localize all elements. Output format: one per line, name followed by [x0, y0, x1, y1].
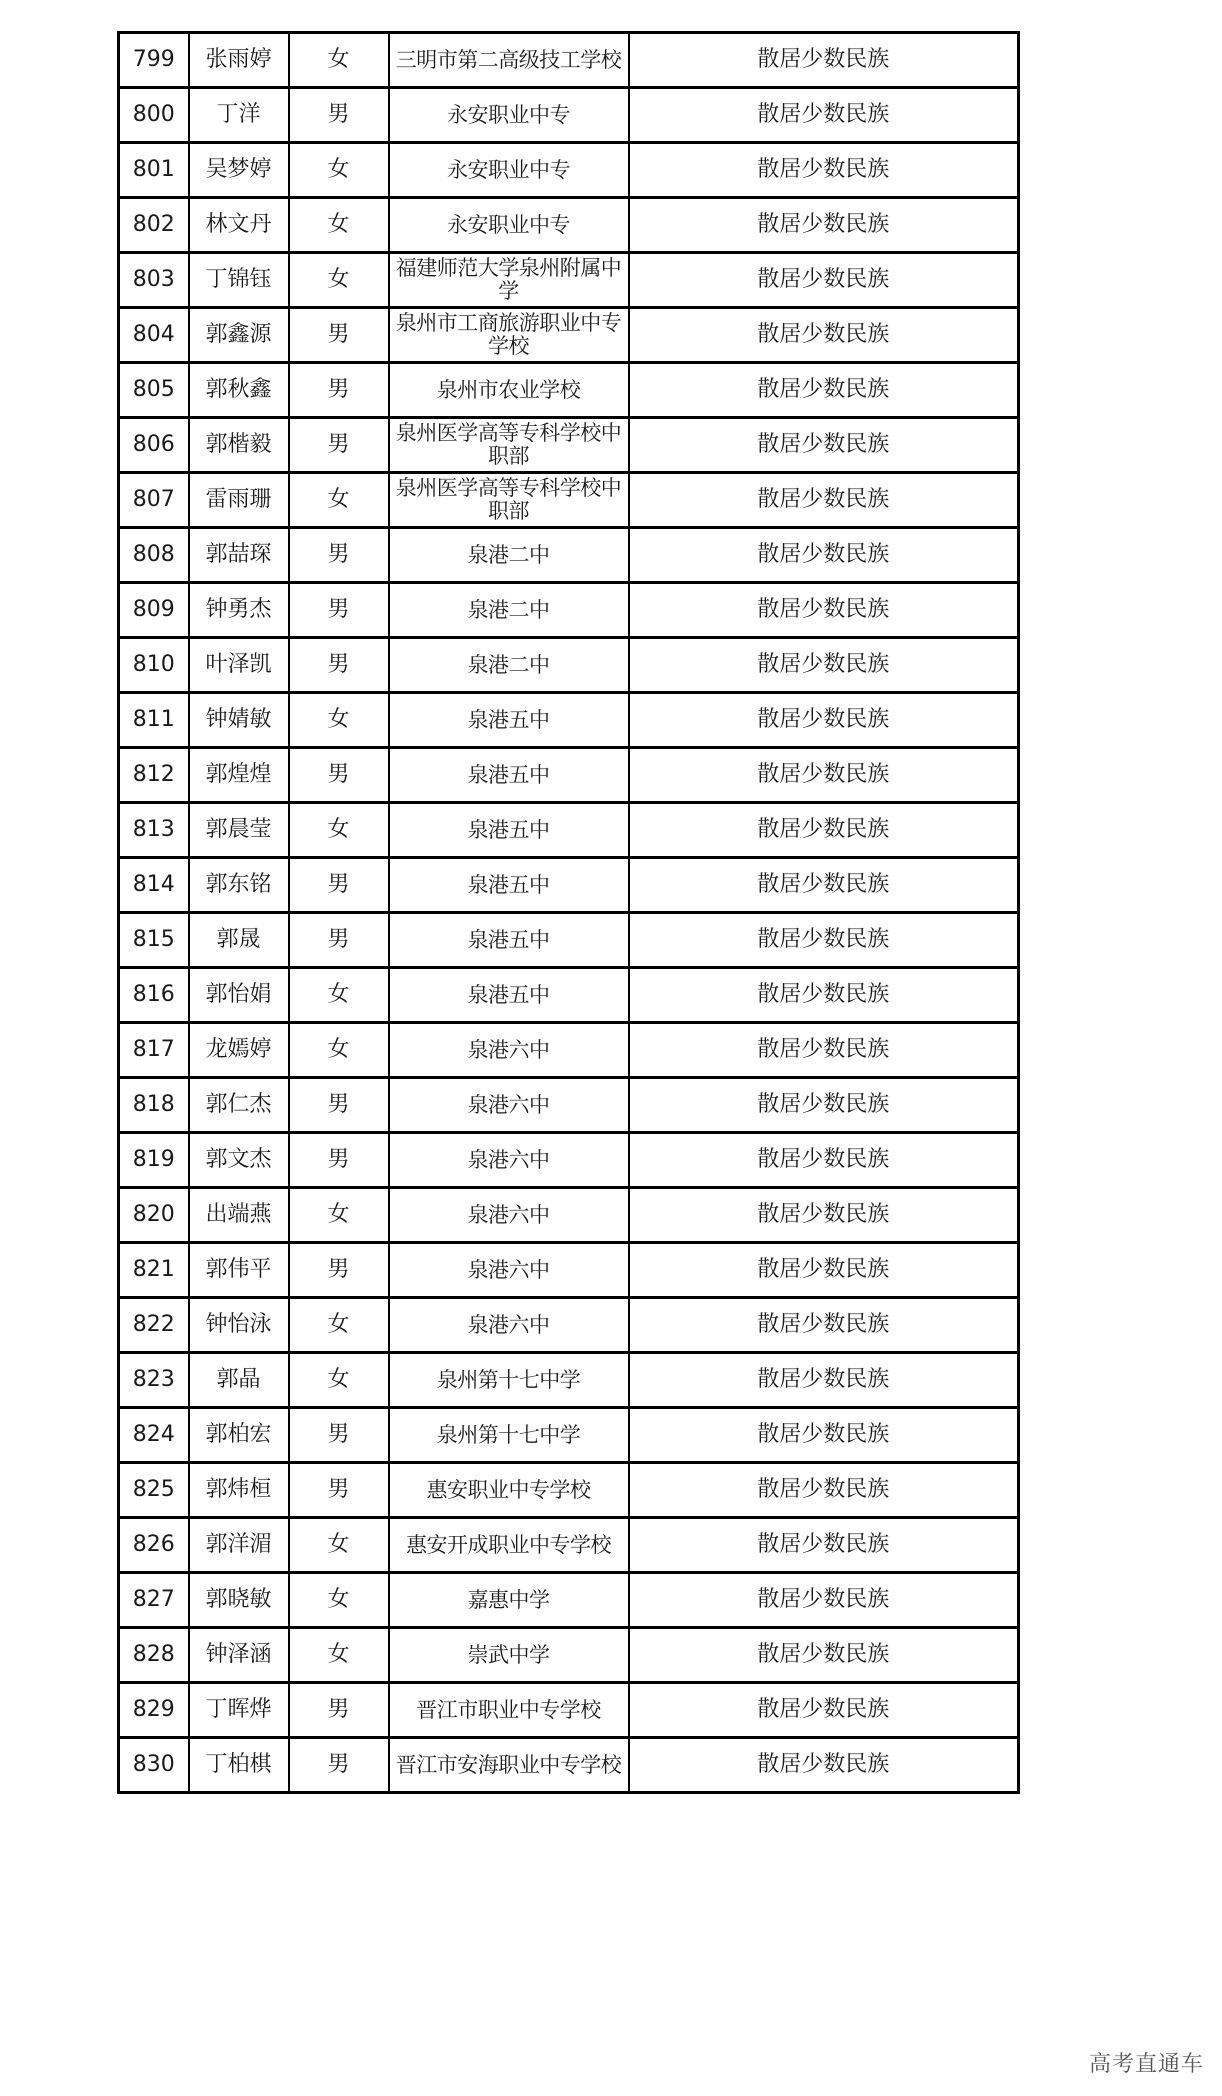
category-cell: 散居少数民族 — [629, 913, 1019, 968]
category-cell: 散居少数民族 — [629, 1738, 1019, 1793]
table-row — [119, 1188, 1019, 1243]
table-row — [119, 528, 1019, 583]
student-name-cell: 钟怡泳 — [189, 1298, 289, 1353]
category-cell: 散居少数民族 — [629, 198, 1019, 253]
table-row — [119, 693, 1019, 748]
school-cell: 崇武中学 — [389, 1628, 629, 1683]
row-number-cell: 805 — [119, 363, 189, 418]
row-number-cell: 830 — [119, 1738, 189, 1793]
school-cell: 泉港六中 — [389, 1243, 629, 1298]
table-row — [119, 1628, 1019, 1683]
gender-cell: 女 — [289, 473, 389, 528]
gender-cell: 男 — [289, 1408, 389, 1463]
student-name-cell: 龙嫣婷 — [189, 1023, 289, 1078]
gender-cell: 女 — [289, 1573, 389, 1628]
school-cell: 泉港五中 — [389, 968, 629, 1023]
category-cell: 散居少数民族 — [629, 473, 1019, 528]
row-number-cell: 815 — [119, 913, 189, 968]
gender-cell: 女 — [289, 1188, 389, 1243]
student-name-cell: 钟泽涵 — [189, 1628, 289, 1683]
row-number-cell: 828 — [119, 1628, 189, 1683]
table-row — [119, 33, 1019, 88]
student-name-cell: 丁洋 — [189, 88, 289, 143]
table-row — [119, 1408, 1019, 1463]
category-cell: 散居少数民族 — [629, 1243, 1019, 1298]
gender-cell: 男 — [289, 1683, 389, 1738]
row-number-cell: 812 — [119, 748, 189, 803]
school-cell: 泉港二中 — [389, 528, 629, 583]
school-cell: 泉州市农业学校 — [389, 363, 629, 418]
school-cell: 泉港六中 — [389, 1133, 629, 1188]
student-name-cell: 郭楷毅 — [189, 418, 289, 473]
table-row — [119, 473, 1019, 528]
row-number-cell: 821 — [119, 1243, 189, 1298]
row-number-cell: 817 — [119, 1023, 189, 1078]
school-cell: 泉港二中 — [389, 638, 629, 693]
school-cell: 泉港六中 — [389, 1298, 629, 1353]
category-cell: 散居少数民族 — [629, 803, 1019, 858]
student-name-cell: 郭晓敏 — [189, 1573, 289, 1628]
gender-cell: 男 — [289, 1463, 389, 1518]
row-number-cell: 814 — [119, 858, 189, 913]
gender-cell: 女 — [289, 1353, 389, 1408]
table-row — [119, 1133, 1019, 1188]
school-cell: 惠安开成职业中专学校 — [389, 1518, 629, 1573]
student-name-cell: 吴梦婷 — [189, 143, 289, 198]
gender-cell: 男 — [289, 88, 389, 143]
table-row — [119, 1298, 1019, 1353]
gender-cell: 男 — [289, 1738, 389, 1793]
student-name-cell: 林文丹 — [189, 198, 289, 253]
row-number-cell: 826 — [119, 1518, 189, 1573]
school-cell: 泉港五中 — [389, 748, 629, 803]
gender-cell: 男 — [289, 1078, 389, 1133]
table-row — [119, 253, 1019, 308]
table-row — [119, 143, 1019, 198]
gender-cell: 男 — [289, 363, 389, 418]
student-name-cell: 郭晶 — [189, 1353, 289, 1408]
row-number-cell: 811 — [119, 693, 189, 748]
table-row — [119, 418, 1019, 473]
table-row — [119, 858, 1019, 913]
student-name-cell: 郭鑫源 — [189, 308, 289, 363]
school-cell: 三明市第二高级技工学校 — [389, 33, 629, 88]
student-list-table — [117, 31, 1020, 1794]
student-name-cell: 郭文杰 — [189, 1133, 289, 1188]
table-row — [119, 1738, 1019, 1793]
row-number-cell: 816 — [119, 968, 189, 1023]
row-number-cell: 807 — [119, 473, 189, 528]
category-cell: 散居少数民族 — [629, 1683, 1019, 1738]
gender-cell: 男 — [289, 858, 389, 913]
table-row — [119, 1243, 1019, 1298]
gender-cell: 男 — [289, 583, 389, 638]
table-row — [119, 583, 1019, 638]
school-cell: 泉港五中 — [389, 913, 629, 968]
table-row — [119, 748, 1019, 803]
category-cell: 散居少数民族 — [629, 363, 1019, 418]
table-row — [119, 88, 1019, 143]
gender-cell: 男 — [289, 748, 389, 803]
school-cell: 泉州医学高等专科学校中职部 — [389, 418, 629, 473]
gender-cell: 男 — [289, 308, 389, 363]
student-name-cell: 郭怡娟 — [189, 968, 289, 1023]
row-number-cell: 799 — [119, 33, 189, 88]
category-cell: 散居少数民族 — [629, 1188, 1019, 1243]
category-cell: 散居少数民族 — [629, 418, 1019, 473]
row-number-cell: 808 — [119, 528, 189, 583]
gender-cell: 女 — [289, 143, 389, 198]
table-row — [119, 1463, 1019, 1518]
category-cell: 散居少数民族 — [629, 1628, 1019, 1683]
student-name-cell: 郭洋湄 — [189, 1518, 289, 1573]
category-cell: 散居少数民族 — [629, 1463, 1019, 1518]
category-cell: 散居少数民族 — [629, 1298, 1019, 1353]
student-name-cell: 郭仁杰 — [189, 1078, 289, 1133]
student-name-cell: 丁晖烨 — [189, 1683, 289, 1738]
category-cell: 散居少数民族 — [629, 748, 1019, 803]
category-cell: 散居少数民族 — [629, 528, 1019, 583]
row-number-cell: 802 — [119, 198, 189, 253]
category-cell: 散居少数民族 — [629, 1573, 1019, 1628]
gender-cell: 女 — [289, 253, 389, 308]
school-cell: 泉港六中 — [389, 1078, 629, 1133]
gender-cell: 男 — [289, 1243, 389, 1298]
row-number-cell: 825 — [119, 1463, 189, 1518]
category-cell: 散居少数民族 — [629, 1353, 1019, 1408]
category-cell: 散居少数民族 — [629, 253, 1019, 308]
table-row — [119, 1518, 1019, 1573]
student-name-cell: 郭晟 — [189, 913, 289, 968]
gender-cell: 女 — [289, 33, 389, 88]
student-name-cell: 叶泽凯 — [189, 638, 289, 693]
row-number-cell: 823 — [119, 1353, 189, 1408]
row-number-cell: 819 — [119, 1133, 189, 1188]
gender-cell: 男 — [289, 638, 389, 693]
gender-cell: 女 — [289, 968, 389, 1023]
student-name-cell: 雷雨珊 — [189, 473, 289, 528]
row-number-cell: 803 — [119, 253, 189, 308]
row-number-cell: 810 — [119, 638, 189, 693]
category-cell: 散居少数民族 — [629, 33, 1019, 88]
school-cell: 泉港五中 — [389, 693, 629, 748]
table-row — [119, 1078, 1019, 1133]
school-cell: 泉港二中 — [389, 583, 629, 638]
table-row — [119, 1353, 1019, 1408]
category-cell: 散居少数民族 — [629, 638, 1019, 693]
table-row — [119, 1023, 1019, 1078]
school-cell: 泉州医学高等专科学校中职部 — [389, 473, 629, 528]
school-cell: 泉港六中 — [389, 1188, 629, 1243]
category-cell: 散居少数民族 — [629, 583, 1019, 638]
gender-cell: 女 — [289, 1298, 389, 1353]
row-number-cell: 813 — [119, 803, 189, 858]
student-name-cell: 钟勇杰 — [189, 583, 289, 638]
category-cell: 散居少数民族 — [629, 1518, 1019, 1573]
table-row — [119, 638, 1019, 693]
gender-cell: 女 — [289, 1628, 389, 1683]
row-number-cell: 818 — [119, 1078, 189, 1133]
table-body — [119, 33, 1019, 1793]
school-cell: 永安职业中专 — [389, 143, 629, 198]
school-cell: 泉州第十七中学 — [389, 1353, 629, 1408]
student-name-cell: 丁柏棋 — [189, 1738, 289, 1793]
gender-cell: 男 — [289, 418, 389, 473]
gender-cell: 男 — [289, 913, 389, 968]
school-cell: 泉港五中 — [389, 803, 629, 858]
gender-cell: 女 — [289, 1518, 389, 1573]
row-number-cell: 806 — [119, 418, 189, 473]
student-name-cell: 郭炜桓 — [189, 1463, 289, 1518]
gender-cell: 女 — [289, 1023, 389, 1078]
gender-cell: 女 — [289, 198, 389, 253]
school-cell: 泉州第十七中学 — [389, 1408, 629, 1463]
gender-cell: 男 — [289, 528, 389, 583]
row-number-cell: 800 — [119, 88, 189, 143]
student-name-cell: 郭柏宏 — [189, 1408, 289, 1463]
school-cell: 泉州市工商旅游职业中专学校 — [389, 308, 629, 363]
student-name-cell: 钟婧敏 — [189, 693, 289, 748]
student-name-cell: 丁锦钰 — [189, 253, 289, 308]
school-cell: 泉港五中 — [389, 858, 629, 913]
gender-cell: 女 — [289, 693, 389, 748]
category-cell: 散居少数民族 — [629, 693, 1019, 748]
table-row — [119, 1573, 1019, 1628]
row-number-cell: 824 — [119, 1408, 189, 1463]
student-name-cell: 郭晨莹 — [189, 803, 289, 858]
table-row — [119, 1683, 1019, 1738]
table-row — [119, 968, 1019, 1023]
school-cell: 嘉惠中学 — [389, 1573, 629, 1628]
row-number-cell: 827 — [119, 1573, 189, 1628]
student-name-cell: 张雨婷 — [189, 33, 289, 88]
school-cell: 晋江市职业中专学校 — [389, 1683, 629, 1738]
row-number-cell: 804 — [119, 308, 189, 363]
table-row — [119, 913, 1019, 968]
student-name-cell: 郭煌煌 — [189, 748, 289, 803]
table-row — [119, 198, 1019, 253]
school-cell: 永安职业中专 — [389, 88, 629, 143]
category-cell: 散居少数民族 — [629, 1133, 1019, 1188]
student-name-cell: 郭秋鑫 — [189, 363, 289, 418]
category-cell: 散居少数民族 — [629, 858, 1019, 913]
gender-cell: 男 — [289, 1133, 389, 1188]
gender-cell: 女 — [289, 803, 389, 858]
category-cell: 散居少数民族 — [629, 968, 1019, 1023]
row-number-cell: 809 — [119, 583, 189, 638]
category-cell: 散居少数民族 — [629, 143, 1019, 198]
student-name-cell: 郭喆琛 — [189, 528, 289, 583]
student-name-cell: 郭东铭 — [189, 858, 289, 913]
student-name-cell: 郭伟平 — [189, 1243, 289, 1298]
school-cell: 永安职业中专 — [389, 198, 629, 253]
table-row — [119, 363, 1019, 418]
category-cell: 散居少数民族 — [629, 1408, 1019, 1463]
table-row — [119, 803, 1019, 858]
school-cell: 惠安职业中专学校 — [389, 1463, 629, 1518]
row-number-cell: 801 — [119, 143, 189, 198]
category-cell: 散居少数民族 — [629, 88, 1019, 143]
school-cell: 福建师范大学泉州附属中学 — [389, 253, 629, 308]
category-cell: 散居少数民族 — [629, 1078, 1019, 1133]
school-cell: 晋江市安海职业中专学校 — [389, 1738, 629, 1793]
category-cell: 散居少数民族 — [629, 308, 1019, 363]
table-row — [119, 308, 1019, 363]
row-number-cell: 822 — [119, 1298, 189, 1353]
watermark: 高考直通车 — [1088, 2052, 1204, 2077]
row-number-cell: 829 — [119, 1683, 189, 1738]
category-cell: 散居少数民族 — [629, 1023, 1019, 1078]
row-number-cell: 820 — [119, 1188, 189, 1243]
student-name-cell: 出端燕 — [189, 1188, 289, 1243]
school-cell: 泉港六中 — [389, 1023, 629, 1078]
